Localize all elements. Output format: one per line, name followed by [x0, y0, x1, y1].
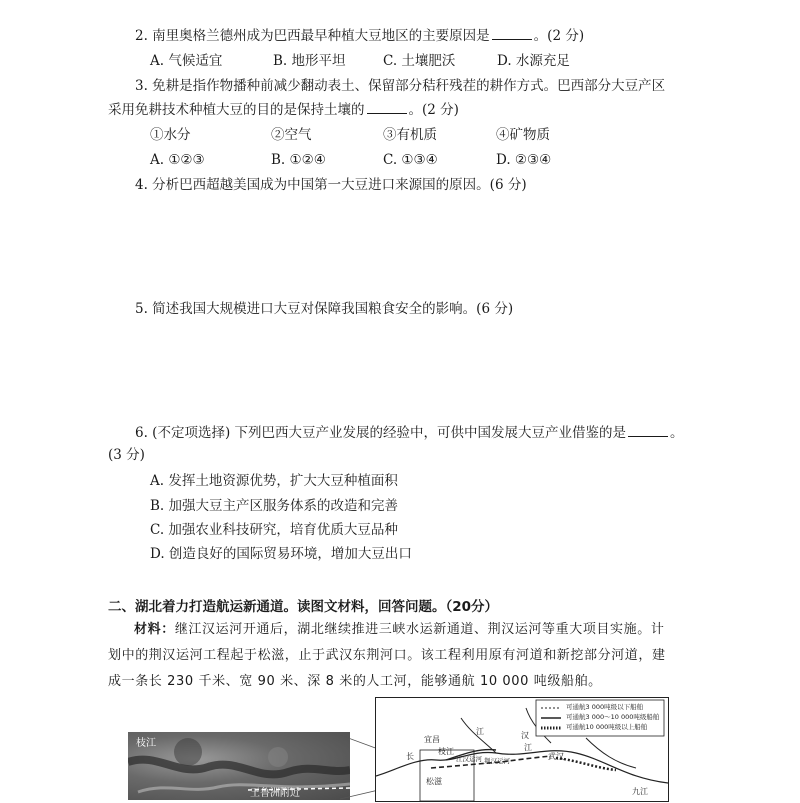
q6-stem-end: 。 — [670, 425, 684, 441]
photo-terrain — [128, 732, 350, 800]
map-label-han: 汉 — [521, 731, 529, 740]
q6-option-b[interactable]: B. 加强大豆主产区服务体系的改造和完善 — [150, 498, 399, 514]
map-label-jianghan-canal: 江汉运河 — [456, 755, 482, 763]
q6-option-a[interactable]: A. 发挥土地资源优势，扩大大豆种植面积 — [150, 473, 398, 489]
photo-label-bottom: 王鲁洲附近 — [250, 788, 300, 799]
map-label-yichang: 宜昌 — [424, 735, 440, 744]
map-label-zhijiang: 枝江 — [438, 747, 454, 756]
q3-option-a[interactable]: A. ①②③ — [150, 152, 205, 168]
map-label-songzi: 松滋 — [426, 777, 442, 786]
material-text-1: 继江汉运河开通后，湖北继续推进三峡水运新通道、荆汉运河等重大项目实施。计 — [174, 622, 665, 637]
q2-option-a[interactable]: A. 气候适宜 — [150, 53, 223, 69]
q6-answer-blank[interactable] — [628, 424, 668, 437]
q6-score: (3 分) — [108, 447, 145, 463]
q2-options — [150, 52, 670, 70]
section2-heading: 二、湖北着力打造航运新通道。读图文材料，回答问题。（20分） — [108, 599, 499, 615]
q2-option-b[interactable]: B. 地形平坦 — [273, 53, 346, 69]
map-label-jiang-2: 江 — [524, 743, 532, 752]
map-label-jiujiang: 九江 — [632, 787, 648, 796]
material-label: 材料： — [134, 622, 175, 637]
q2-option-d[interactable]: D. 水源充足 — [497, 53, 570, 69]
q3-item-2: ②空气 — [271, 127, 312, 143]
q3-score: 。(2 分) — [408, 102, 459, 118]
q2-answer-blank[interactable] — [492, 27, 532, 40]
q6-stem-text: 6. (不定项选择) 下列巴西大豆产业发展的经验中，可供中国发展大豆产业借鉴的是 — [135, 425, 626, 441]
q3-stem-text: 采用免耕技术种植大豆的目的是保持土壤的 — [108, 102, 365, 118]
section2-material-line3: 成一条长 230 千米、宽 90 米、深 8 米的人工河，能够通航 10 000 吨级船舶。 — [108, 674, 602, 689]
q2-stem-text: 2. 南里奥格兰德州成为巴西最早种植大豆地区的主要原因是 — [135, 28, 490, 44]
legend-item-3: 可通航10 000吨级以上船舶 — [566, 723, 648, 731]
legend-item-1: 可通航3 000吨级以下船舶 — [566, 703, 644, 711]
q3-answer-blank[interactable] — [367, 101, 407, 114]
q3-item-1: ①水分 — [150, 127, 191, 143]
q3-option-d[interactable]: D. ②③④ — [496, 152, 552, 168]
leader-lines — [340, 733, 380, 803]
q6-option-c[interactable]: C. 加强农业科技研究，培育优质大豆品种 — [150, 522, 398, 538]
map-label-chang: 长 — [406, 752, 414, 761]
q3-option-c[interactable]: C. ①③④ — [383, 152, 438, 168]
satellite-photo — [128, 732, 350, 800]
q3-stem-line1: 3. 免耕是指作物播种前减少翻动表土、保留部分秸秆残茬的耕作方式。巴西部分大豆产区 — [135, 78, 666, 94]
q3-stem-line2 — [108, 101, 459, 119]
q2-option-c[interactable]: C. 土壤肥沃 — [383, 53, 456, 69]
map-label-jiang-1: 江 — [476, 727, 484, 736]
q2-score: 。(2 分) — [533, 28, 585, 44]
map-label-jinghan-canal: 荆汉运河 — [484, 757, 510, 765]
q6-stem — [135, 424, 684, 442]
q5-stem: 5. 简述我国大规模进口大豆对保障我国粮食安全的影响。(6 分) — [135, 301, 514, 317]
q3-items — [150, 126, 670, 144]
q3-item-3: ③有机质 — [383, 127, 437, 143]
q2-stem — [135, 27, 584, 45]
q3-option-b[interactable]: B. ①②④ — [271, 152, 326, 168]
legend-item-2: 可通航3 000～10 000吨级船舶 — [566, 713, 660, 721]
q4-stem: 4. 分析巴西超越美国成为中国第一大豆进口来源国的原因。(6 分) — [135, 177, 527, 193]
q3-options — [150, 151, 670, 169]
section2-material-line2: 划中的荆汉运河工程起于松滋，止于武汉东荆河口。该工程利用原有河道和新挖部分河道，建 — [108, 648, 666, 663]
q5-answer-area[interactable] — [135, 322, 695, 417]
q6-option-d[interactable]: D. 创造良好的国际贸易环境，增加大豆出口 — [150, 546, 412, 562]
photo-label-zhijiang: 枝江 — [136, 738, 156, 749]
q4-answer-area[interactable] — [135, 198, 695, 293]
section2-material-line1 — [108, 617, 703, 643]
q3-item-4: ④矿物质 — [496, 127, 550, 143]
canal-map — [375, 697, 669, 802]
map-label-wuhan: 武汉 — [548, 752, 564, 761]
